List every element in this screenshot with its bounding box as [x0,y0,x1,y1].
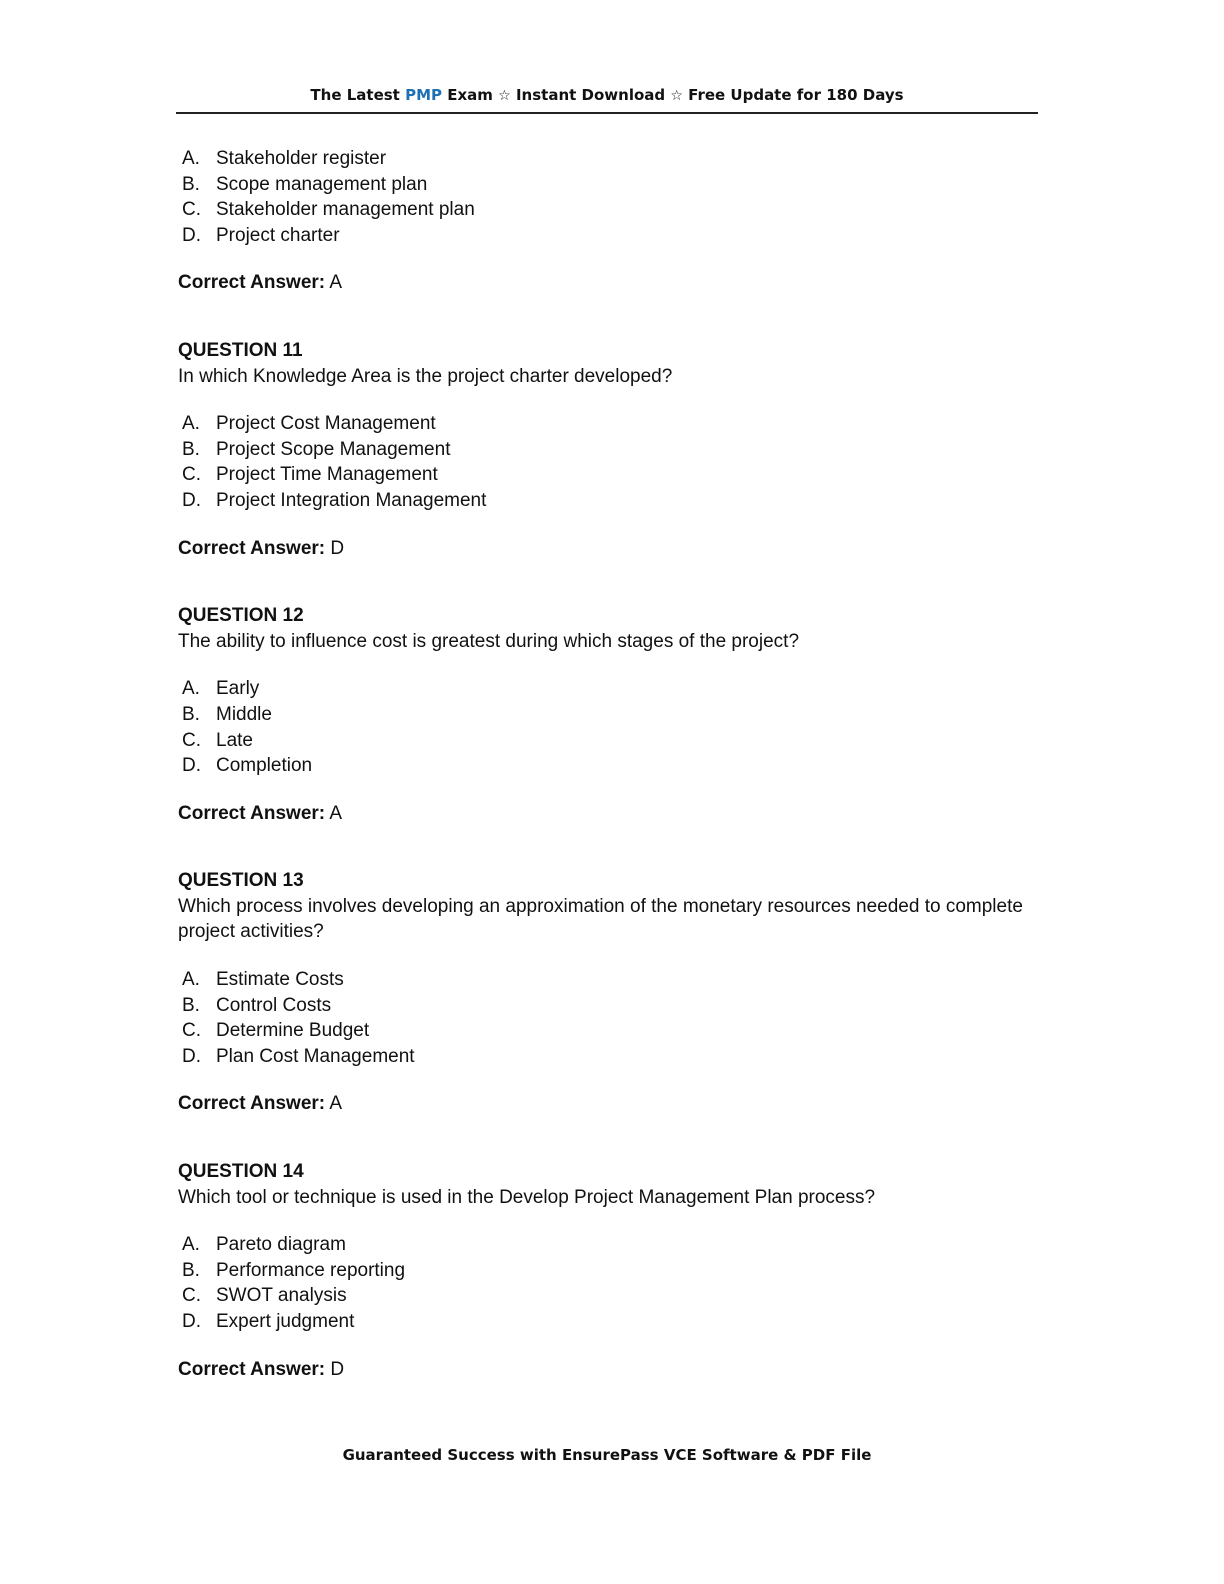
star-icon: ☆ [670,88,683,104]
correct-answer: Correct Answer: D [178,537,345,559]
header-divider [176,112,1038,114]
question-text: In which Knowledge Area is the project charter developed? [178,365,673,387]
option-a: A. Estimate Costs [182,969,344,991]
option-c: C. Project Time Management [182,464,438,486]
correct-answer: Correct Answer: A [178,802,343,824]
question-title: QUESTION 14 [178,1161,304,1183]
header-prefix: The Latest [310,86,400,104]
option-c: C. Determine Budget [182,1020,370,1042]
option-b: B. Control Costs [182,994,332,1016]
header-accent: PMP [405,86,443,104]
correct-answer: Correct Answer: A [178,1093,343,1115]
option-c: C. Late [182,729,253,751]
correct-answer: Correct Answer: A [178,272,343,294]
option-c: C. SWOT analysis [182,1285,347,1307]
question-title: QUESTION 13 [178,870,304,892]
option-a: A. Stakeholder register [182,148,387,169]
question-11 [178,338,1028,561]
question-13 [178,868,1028,1117]
option-b: B. Middle [182,703,272,725]
question-title: QUESTION 11 [178,339,303,361]
header-suffix: Exam [447,86,493,104]
option-a: A. Pareto diagram [182,1234,346,1256]
question-text: Which process involves developing an approximation of the monetary resources needed to complete project activities? [178,895,1023,943]
option-d: D. Expert judgment [182,1311,355,1332]
page-header [176,86,1038,104]
correct-answer: Correct Answer: D [178,1358,345,1380]
option-d: D. Completion [182,755,313,777]
question-text: Which tool or technique is used in the Develop Project Management Plan process? [178,1186,876,1208]
option-a: A. Early [182,678,260,700]
option-b: B. Performance reporting [182,1259,406,1281]
page-footer: Guaranteed Success with EnsurePass VCE Software & PDF File [342,1446,872,1464]
option-c: C. Stakeholder management plan [182,199,475,221]
question-10 [178,146,1028,296]
question-text: The ability to influence cost is greatest during which stages of the project? [178,630,800,652]
option-d: D. Project Integration Management [182,489,487,511]
option-b: B. Scope management plan [182,173,428,195]
question-14 [178,1159,1028,1382]
option-b: B. Project Scope Management [182,438,451,460]
question-12 [178,603,1028,826]
question-list [178,146,1028,1382]
option-d: D. Project charter [182,224,340,246]
question-title: QUESTION 12 [178,605,304,627]
star-icon: ☆ [498,88,511,104]
header-part2: Instant Download [515,86,666,104]
header-part3: Free Update for 180 Days [688,86,904,104]
option-d: D. Plan Cost Management [182,1045,415,1067]
option-a: A. Project Cost Management [182,413,436,435]
